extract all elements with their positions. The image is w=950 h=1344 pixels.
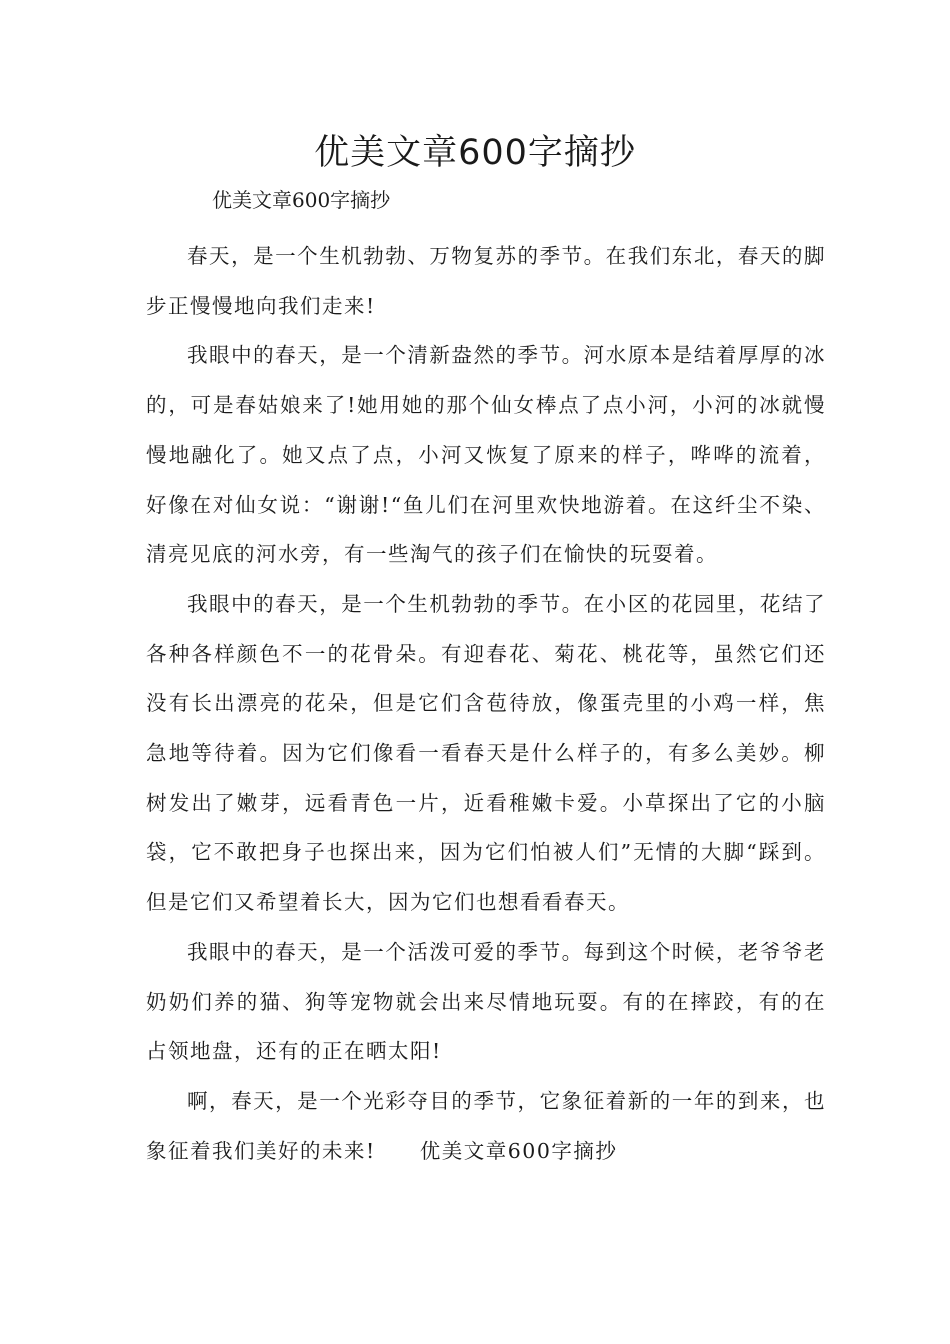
paragraph: 啊，春天，是一个光彩夺目的季节，它象征着新的一年的到来，也象征着我们美好的未来! 优美文章600字摘抄 [146,1088,826,1163]
paragraph: 春天，是一个生机勃勃、万物复苏的季节。在我们东北，春天的脚步正慢慢地向我们走来! [146,244,826,318]
paragraph: 我眼中的春天，是一个清新盎然的季节。河水原本是结着厚厚的冰的，可是春姑娘来了!她用她的那个仙女棒点了点小河，小河的冰就慢慢地融化了。她又点了点，小河又恢复了原来的样子，哗哗的流着，好像在对仙女说：“谢谢!“鱼儿们在河里欢快地游着。在这纤尘不染、清亮见底的河水旁，有一些淘气的孩子们在愉快的玩耍着。 [146,343,826,567]
paragraph: 我眼中的春天，是一个活泼可爱的季节。每到这个时候，老爷爷老奶奶们养的猫、狗等宠物就会出来尽情地玩耍。有的在摔跤，有的在占领地盘，还有的正在晒太阳! [146,939,826,1064]
document-title: 优美文章600字摘抄 [314,133,636,173]
paragraph: 我眼中的春天，是一个生机勃勃的季节。在小区的花园里，花结了各种各样颜色不一的花骨朵。有迎春花、菊花、桃花等，虽然它们还没有长出漂亮的花朵，但是它们含苞待放，像蛋壳里的小鸡一样，焦急地等待着。因为它们像看一看春天是什么样子的，有多么美妙。柳树发出了嫩芽，远看青色一片，近看稚嫩卡爱。小草探出了它的小脑袋，它不敢把身子也探出来，因为它们怕被人们”无情的大脚“踩到。但是它们又希望着长大，因为它们也想看看春天。 [146,591,826,915]
document-body [146,232,826,1176]
document-subtitle: 优美文章600字摘抄 [212,188,391,212]
